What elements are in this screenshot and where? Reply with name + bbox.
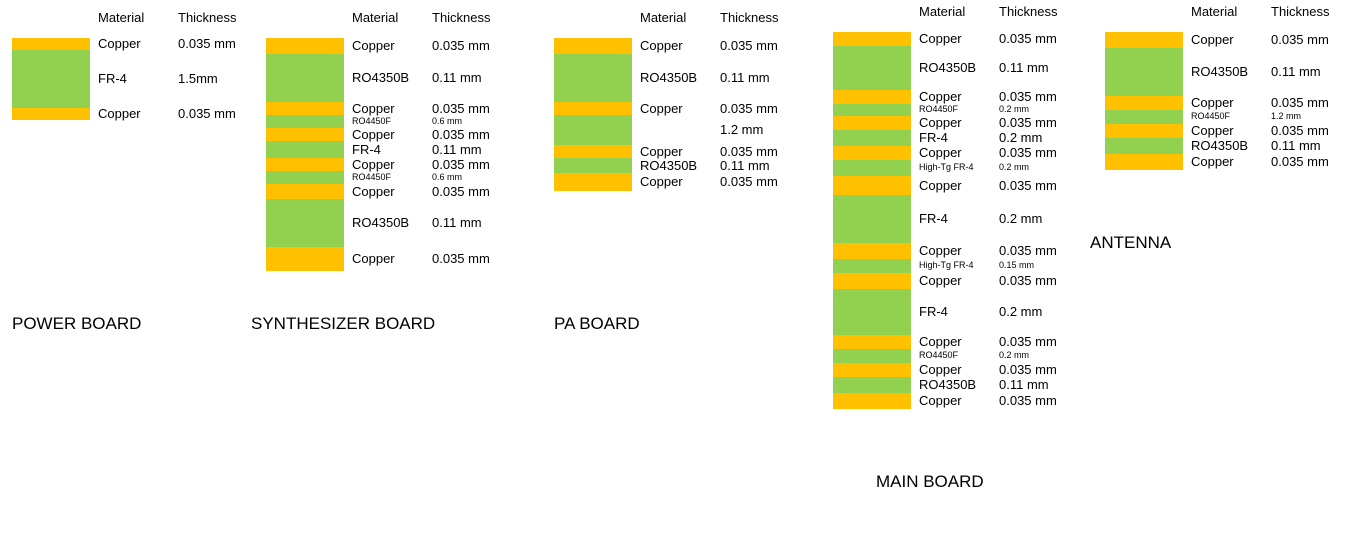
layer-thickness-label: 0.035 mm: [1271, 123, 1329, 138]
header-material: Material: [98, 10, 145, 25]
layer-thickness-label: 0.035 mm: [999, 31, 1057, 46]
layer-material-label: Copper: [640, 38, 683, 53]
layer-material-label: Copper: [98, 106, 141, 121]
layer-bar: [833, 176, 911, 195]
layer-bar: [833, 273, 911, 289]
layer-thickness-label: 0.15 mm: [999, 260, 1035, 270]
layer-bar: [833, 130, 911, 146]
layer-material-label: FR-4: [98, 71, 127, 86]
layer-thickness-label: 0.2 mm: [999, 104, 1030, 114]
board-title-antenna: ANTENNA: [1090, 233, 1172, 252]
layer-bar: [266, 102, 344, 115]
header-thickness: Thickness: [999, 4, 1058, 19]
layer-material-label: RO4350B: [352, 70, 410, 85]
layer-material-label: Copper: [352, 183, 395, 199]
layer-material-label: Copper: [1191, 123, 1234, 138]
layer-material-label: Copper: [98, 36, 141, 51]
layer-material-label: Copper: [640, 100, 683, 116]
layer-bar: [1105, 110, 1183, 124]
layer-material-label: Copper: [919, 273, 962, 288]
layer-bar: [266, 141, 344, 158]
layer-bar: [833, 46, 911, 90]
layer-thickness-label: 0.2 mm: [999, 162, 1030, 172]
layer-bar: [266, 115, 344, 128]
header-thickness: Thickness: [720, 10, 779, 25]
layer-thickness-label: 0.035 mm: [1271, 32, 1329, 47]
layer-bar: [554, 102, 632, 115]
layer-material-label: RO4350B: [1191, 138, 1249, 153]
layer-thickness-label: 0.11 mm: [999, 60, 1049, 75]
layer-thickness-label: 0.035 mm: [432, 183, 490, 199]
layer-thickness-label: 0.035 mm: [432, 156, 490, 172]
layer-material-label: RO4350B: [352, 215, 410, 230]
layer-material-label: Copper: [352, 156, 395, 172]
layer-bar: [833, 146, 911, 160]
layer-material-label: Copper: [919, 362, 962, 377]
layer-thickness-label: 0.11 mm: [432, 141, 482, 157]
layer-thickness-label: 0.035 mm: [432, 38, 490, 53]
layer-bar: [833, 32, 911, 46]
layer-material-label: FR-4: [919, 304, 948, 319]
layer-thickness-label: 0.035 mm: [432, 100, 490, 116]
layer-thickness-label: 0.035 mm: [720, 143, 778, 159]
header-material: Material: [919, 4, 966, 19]
layer-material-label: Copper: [1191, 95, 1234, 110]
layer-bar: [1105, 124, 1183, 138]
board-title-main-board: MAIN BOARD: [876, 472, 984, 491]
layer-material-label: RO4350B: [919, 377, 977, 392]
layer-thickness-label: 0.11 mm: [720, 70, 770, 85]
layer-material-label: RO4450F: [919, 350, 959, 360]
layer-material-label: Copper: [640, 143, 683, 159]
layer-thickness-label: 0.035 mm: [999, 115, 1057, 130]
layer-bar: [266, 171, 344, 184]
layer-bar: [833, 90, 911, 104]
layer-bar: [266, 199, 344, 247]
layer-thickness-label: 0.035 mm: [178, 36, 236, 51]
layer-thickness-label: 0.6 mm: [432, 171, 463, 182]
layer-bar: [266, 54, 344, 102]
layer-bar: [266, 158, 344, 171]
layer-material-label: High-Tg FR-4: [919, 260, 974, 270]
layer-thickness-label: 0.035 mm: [1271, 95, 1329, 110]
layer-thickness-label: 0.035 mm: [999, 243, 1057, 258]
layer-bar: [12, 38, 90, 50]
layer-thickness-label: 0.11 mm: [1271, 64, 1321, 79]
layer-bar: [833, 160, 911, 176]
layer-thickness-label: 0.035 mm: [432, 126, 490, 142]
layer-thickness-label: 0.11 mm: [1271, 138, 1321, 153]
header-thickness: Thickness: [178, 10, 237, 25]
layer-material-label: FR-4: [352, 141, 381, 157]
layer-bar: [833, 377, 911, 393]
layer-material-label: RO4450F: [352, 171, 392, 182]
layer-material-label: Copper: [352, 100, 395, 116]
layer-bar: [554, 38, 632, 54]
layer-material-label: Copper: [352, 38, 395, 53]
layer-thickness-label: 0.035 mm: [999, 273, 1057, 288]
layer-thickness-label: 0.035 mm: [432, 251, 490, 266]
layer-bar: [833, 104, 911, 116]
layer-bar: [554, 158, 632, 173]
layer-thickness-label: 0.2 mm: [999, 304, 1043, 319]
header-thickness: Thickness: [432, 10, 491, 25]
layer-material-label: Copper: [352, 126, 395, 142]
layer-material-label: Copper: [919, 177, 962, 193]
layer-thickness-label: 0.035 mm: [720, 100, 778, 116]
layer-material-label: Copper: [919, 393, 962, 408]
layer-material-label: Copper: [919, 145, 962, 160]
layer-material-label: FR-4: [919, 130, 948, 145]
layer-thickness-label: 0.035 mm: [1271, 154, 1329, 169]
layer-material-label: Copper: [919, 115, 962, 130]
layer-thickness-label: 0.11 mm: [720, 157, 770, 173]
layer-material-label: RO4450F: [352, 115, 392, 126]
header-material: Material: [1191, 4, 1238, 19]
layer-material-label: RO4350B: [1191, 64, 1249, 79]
layer-bar: [833, 195, 911, 243]
layer-bar: [833, 393, 911, 409]
layer-thickness-label: 0.035 mm: [999, 362, 1057, 377]
layer-bar: [1105, 96, 1183, 110]
layer-thickness-label: 0.035 mm: [720, 174, 778, 189]
layer-material-label: Copper: [640, 174, 683, 189]
layer-thickness-label: 0.035 mm: [720, 38, 778, 53]
layer-material-label: Copper: [919, 243, 962, 258]
layer-bar: [833, 349, 911, 363]
layer-thickness-label: 0.6 mm: [432, 115, 463, 126]
layer-bar: [266, 184, 344, 199]
layer-material-label: RO4450F: [919, 104, 959, 114]
layer-bar: [1105, 138, 1183, 154]
layer-bar: [266, 247, 344, 271]
layer-thickness-label: 0.035 mm: [999, 89, 1057, 104]
layer-material-label: Copper: [1191, 32, 1234, 47]
layer-material-label: FR-4: [919, 211, 948, 226]
layer-thickness-label: 0.2 mm: [999, 130, 1043, 145]
layer-bar: [554, 115, 632, 145]
layer-thickness-label: 0.035 mm: [178, 106, 236, 121]
layer-material-label: Copper: [1191, 154, 1234, 169]
layer-thickness-label: 0.035 mm: [999, 177, 1057, 193]
layer-material-label: RO4350B: [640, 157, 698, 173]
layer-bar: [1105, 154, 1183, 170]
layer-bar: [833, 116, 911, 130]
layer-bar: [833, 289, 911, 335]
layer-thickness-label: 0.035 mm: [999, 334, 1057, 349]
layer-bar: [12, 108, 90, 120]
layer-thickness-label: 0.11 mm: [999, 377, 1049, 392]
layer-thickness-label: 0.2 mm: [999, 211, 1043, 226]
header-thickness: Thickness: [1271, 4, 1330, 19]
layer-thickness-label: 0.035 mm: [999, 145, 1057, 160]
layer-bar: [1105, 32, 1183, 48]
layer-material-label: Copper: [919, 334, 962, 349]
layer-material-label: RO4450F: [1191, 111, 1231, 121]
header-material: Material: [640, 10, 687, 25]
layer-bar: [554, 54, 632, 102]
layer-thickness-label: 0.2 mm: [999, 350, 1030, 360]
layer-thickness-label: 0.11 mm: [432, 215, 482, 230]
layer-material-label: High-Tg FR-4: [919, 162, 974, 172]
header-material: Material: [352, 10, 399, 25]
layer-material-label: Copper: [352, 251, 395, 266]
layer-material-label: RO4350B: [919, 60, 977, 75]
layer-material-label: Copper: [919, 89, 962, 104]
layer-thickness-label: 1.2 mm: [720, 122, 764, 137]
layer-bar: [833, 259, 911, 273]
layer-bar: [1105, 48, 1183, 96]
layer-material-label: Copper: [919, 31, 962, 46]
layer-bar: [12, 50, 90, 108]
layer-bar: [266, 128, 344, 141]
layer-thickness-label: 0.035 mm: [999, 393, 1057, 408]
board-title-pa-board: PA BOARD: [554, 314, 640, 333]
board-title-power-board: POWER BOARD: [12, 314, 142, 333]
layer-material-label: RO4350B: [640, 70, 698, 85]
layer-bar: [833, 335, 911, 349]
layer-bar: [266, 38, 344, 54]
layer-thickness-label: 0.11 mm: [432, 70, 482, 85]
layer-thickness-label: 1.5mm: [178, 71, 218, 86]
layer-bar: [554, 173, 632, 191]
board-title-synthesizer-board: SYNTHESIZER BOARD: [251, 314, 436, 333]
layer-thickness-label: 1.2 mm: [1271, 111, 1302, 121]
layer-bar: [833, 363, 911, 377]
layer-bar: [833, 243, 911, 259]
layer-bar: [554, 145, 632, 158]
